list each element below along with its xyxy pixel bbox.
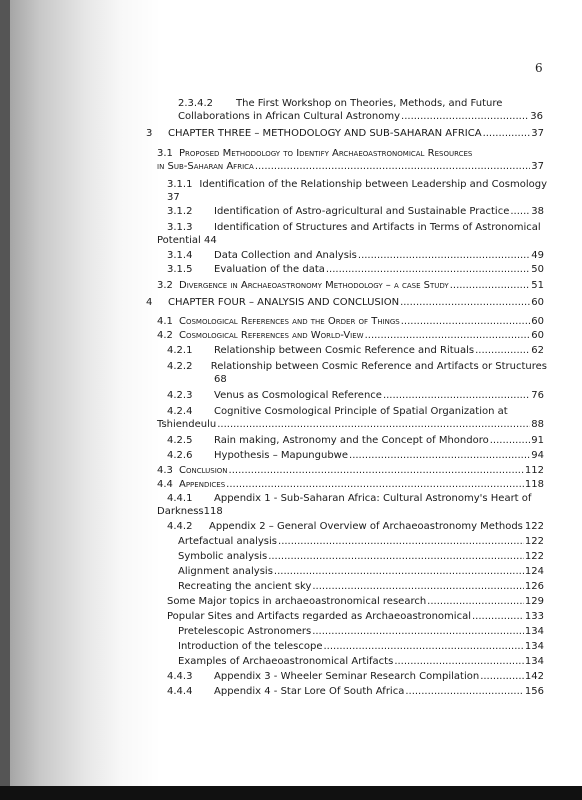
toc-leader [274, 565, 524, 578]
toc-title: Evaluation of the data [214, 264, 325, 275]
toc-entry [178, 110, 543, 123]
toc-number: 4.2 [157, 330, 173, 341]
toc-title: Appendix 2 – General Overview of Archaeoastronomy Methods [209, 521, 523, 532]
toc-leader [475, 344, 530, 357]
toc-entry [167, 344, 544, 357]
toc-leader [358, 249, 530, 262]
toc-title: CHAPTER THREE – METHODOLOGY AND SUB-SAHARAN AFRICA [168, 128, 482, 139]
toc-entry [157, 418, 544, 431]
toc-title: Appendices [179, 479, 226, 490]
toc-title: Conclusion [179, 465, 228, 476]
toc-title: Identification of Structures and Artifacts in Terms of Astronomical [214, 222, 541, 233]
toc-leader [278, 535, 524, 548]
toc-entry [157, 279, 544, 292]
toc-page: 134 [524, 641, 544, 652]
toc-leader [217, 418, 530, 431]
toc-leader [510, 205, 530, 218]
toc-title: Relationship between Cosmic Reference and Artifacts or Structures [210, 361, 547, 372]
toc-entry [167, 205, 544, 218]
toc-leader [268, 550, 524, 563]
toc-page: 62 [531, 345, 544, 356]
toc-leader [312, 580, 524, 593]
toc-title: The First Workshop on Theories, Methods, and Future [236, 98, 503, 109]
toc-title: Identification of Astro-agricultural and Sustainable Practice [214, 206, 510, 217]
toc-number: 2.3.4.2 [178, 98, 213, 109]
toc-page: 50 [531, 264, 544, 275]
toc-page: 142 [524, 671, 544, 682]
toc-title: Appendix 3 - Wheeler Seminar Research Compilation [214, 671, 480, 682]
toc-title: Potential 44 [157, 235, 217, 246]
toc-page: 156 [524, 686, 544, 697]
toc-page: 133 [524, 611, 544, 622]
toc-number: 3.2 [157, 280, 173, 291]
toc-entry [167, 221, 547, 234]
toc-page: 60 [531, 330, 544, 341]
toc-leader [405, 685, 524, 698]
toc-leader [229, 464, 524, 477]
toc-title: 68 [214, 374, 227, 385]
toc-entry [167, 595, 544, 608]
toc-title: Some Major topics in archaeoastronomical research [167, 596, 427, 607]
toc-entry [178, 97, 533, 110]
toc-number: 3.1.3 [167, 222, 193, 233]
toc-entry [178, 580, 544, 593]
toc-page: 124 [524, 566, 544, 577]
toc-title: Venus as Cosmological Reference [214, 390, 382, 401]
toc-entry [157, 315, 544, 328]
toc-title: Alignment analysis [178, 566, 273, 577]
toc-entry [167, 670, 544, 683]
toc-entry [157, 478, 544, 491]
toc-entry [167, 449, 544, 462]
toc-leader [490, 434, 531, 447]
toc-number: 4 [146, 297, 153, 308]
toc-title: Collaborations in African Cultural Astronomy [178, 111, 401, 122]
toc-title: Appendix 1 - Sub-Saharan Africa: Cultural Astronomy's Heart of [214, 493, 532, 504]
toc-number: 4.2.1 [167, 345, 193, 356]
toc-leader [472, 610, 524, 623]
toc-title: CHAPTER FOUR – ANALYSIS AND CONCLUSION [168, 297, 400, 308]
toc-number: 4.2.4 [167, 406, 193, 417]
toc-entry [178, 565, 544, 578]
toc-title: Symbolic analysis [178, 551, 268, 562]
toc-number: 3 [146, 128, 153, 139]
toc-entry [167, 610, 544, 623]
toc-page: 134 [524, 626, 544, 637]
toc-page: 122 [524, 521, 544, 532]
toc-page: 118 [524, 479, 544, 490]
toc-page: 51 [531, 280, 544, 291]
toc-title: Rain making, Astronomy and the Concept of Mhondoro [214, 435, 489, 446]
toc-leader [312, 625, 524, 638]
book-spine-shadow [0, 0, 10, 800]
toc-title: Cognitive Cosmological Principle of Spatial Organization at [214, 406, 508, 417]
toc-entry [214, 373, 254, 386]
toc-page: 36 [530, 111, 543, 122]
toc-entry [157, 234, 277, 247]
toc-title: Proposed Methodology to Identify Archaeoastronomical Resources [179, 148, 473, 159]
toc-entry [157, 464, 544, 477]
toc-entry [157, 147, 537, 160]
toc-number: 4.4 [157, 479, 173, 490]
toc-title: Artefactual analysis [178, 536, 278, 547]
toc-entry [157, 160, 544, 173]
toc-leader [427, 595, 524, 608]
toc-number: 4.2.5 [167, 435, 193, 446]
toc-page: 134 [524, 656, 544, 667]
toc-page: 37 [531, 161, 544, 172]
toc-page: 60 [531, 316, 544, 327]
toc-page: 91 [531, 435, 544, 446]
toc-leader [480, 670, 524, 683]
toc-leader [255, 160, 530, 173]
toc-title: Cosmological References and the Order of Things [179, 316, 400, 327]
toc-number: 4.2.6 [167, 450, 193, 461]
toc-entry [167, 520, 544, 533]
toc-leader [323, 640, 523, 653]
toc-leader [483, 127, 531, 140]
toc-title: Pretelescopic Astronomers [178, 626, 312, 637]
toc-number: 4.4.3 [167, 671, 193, 682]
toc-entry [178, 640, 544, 653]
toc-number: 4.1 [157, 316, 173, 327]
toc-page: 60 [531, 297, 544, 308]
toc-entry [167, 405, 547, 418]
toc-entry [167, 685, 544, 698]
toc-title: in Sub-Saharan Africa [157, 161, 254, 172]
toc-title: Divergence in Archaeoastronomy Methodology – a case Study [179, 280, 449, 291]
toc-title: Recreating the ancient sky [178, 581, 312, 592]
toc-number: 3.1.1 [167, 179, 193, 190]
toc-leader [401, 315, 531, 328]
toc-page: 122 [524, 551, 544, 562]
toc-title: Introduction of the telescope [178, 641, 323, 652]
toc-page: 76 [531, 390, 544, 401]
toc-number: 4.4.1 [167, 493, 193, 504]
toc-entry [178, 535, 544, 548]
toc-entry [167, 263, 544, 276]
toc-page: 126 [524, 581, 544, 592]
toc-entry [167, 389, 544, 402]
toc-page: 37 [531, 128, 544, 139]
toc-entry [178, 550, 544, 563]
toc-title: Hypothesis – Mapungubwe [214, 450, 349, 461]
toc-title: Identification of the Relationship between Leadership and Cosmology [199, 179, 547, 190]
toc-number: 3.1.2 [167, 206, 193, 217]
toc-title: Examples of Archaeoastronomical Artifacts [178, 656, 394, 667]
toc-number: 4.3 [157, 465, 173, 476]
scan-bottom-edge [0, 786, 582, 800]
toc-number: 3.1.5 [167, 264, 193, 275]
toc-entry [167, 492, 547, 505]
toc-entry [178, 625, 544, 638]
toc-title: Appendix 4 - Star Lore Of South Africa [214, 686, 405, 697]
toc-page: 112 [524, 465, 544, 476]
toc-number: 3.1.4 [167, 250, 193, 261]
page-number: 6 [535, 61, 543, 75]
toc-title: Data Collection and Analysis [214, 250, 357, 261]
toc-entry [157, 505, 277, 518]
toc-entry [167, 191, 227, 204]
toc-entry [157, 329, 544, 342]
toc-entry [167, 249, 544, 262]
toc-entry [167, 360, 547, 373]
toc-page: 49 [531, 250, 544, 261]
toc-leader [394, 655, 524, 668]
toc-leader [349, 449, 530, 462]
toc-page: 94 [531, 450, 544, 461]
toc-entry [167, 178, 547, 191]
toc-title: Popular Sites and Artifacts regarded as Archaeoastronomical [167, 611, 471, 622]
toc-entry [146, 296, 544, 309]
toc-leader [401, 110, 529, 123]
toc-leader [365, 329, 531, 342]
toc-number: 4.4.4 [167, 686, 193, 697]
toc-entry [146, 127, 544, 140]
toc-number: 4.2.2 [167, 361, 193, 372]
toc-title: Tshiendeulu [157, 419, 217, 430]
toc-number: 4.4.2 [167, 521, 193, 532]
toc-leader [400, 296, 530, 309]
toc-page: 88 [531, 419, 544, 430]
toc-title: Cosmological References and World-View [179, 330, 364, 341]
toc-entry [178, 655, 544, 668]
toc-leader [450, 279, 531, 292]
toc-leader [383, 389, 530, 402]
toc-page: 38 [531, 206, 544, 217]
toc-page: 122 [524, 536, 544, 547]
toc-entry [167, 434, 544, 447]
toc-number: 4.2.3 [167, 390, 193, 401]
toc-title: 37 [167, 192, 180, 203]
toc-number: 3.1 [157, 148, 173, 159]
toc-title: Darkness118 [157, 506, 223, 517]
toc-leader [326, 263, 530, 276]
toc-title: Relationship between Cosmic Reference and Rituals [214, 345, 475, 356]
toc-page: 129 [524, 596, 544, 607]
toc-leader [226, 478, 524, 491]
